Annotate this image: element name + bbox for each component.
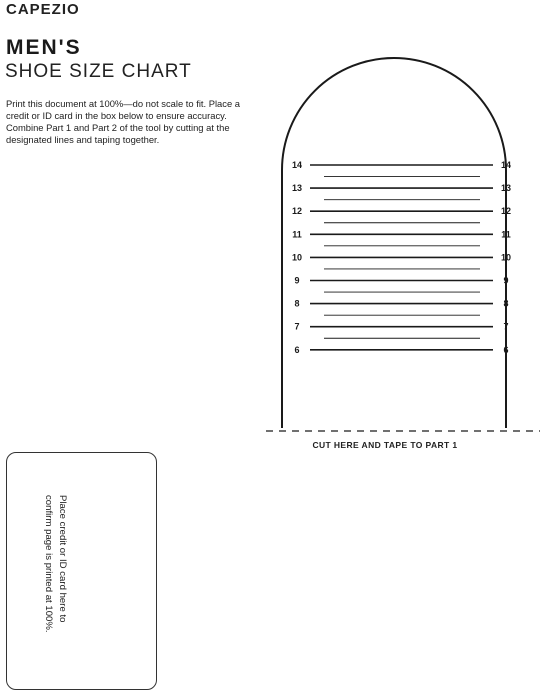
print-instructions: Print this document at 100%—do not scale to fit. Place a credit or ID card in the box below to ensure accuracy. Combine Part 1 and Part 2 of the tool by cutting at the designated lines and taping together.	[6, 98, 240, 145]
brand-logo: CAPEZIO	[6, 1, 80, 18]
size-label-right: 11	[501, 229, 511, 240]
size-label-right: 12	[500, 206, 512, 217]
size-label-left: 6	[294, 344, 300, 355]
size-label-left: 8	[294, 298, 300, 309]
size-label-left: 11	[292, 229, 302, 240]
size-label-right: 9	[503, 275, 509, 286]
page-subtitle: SHOE SIZE CHART	[5, 61, 192, 82]
size-label-right: 7	[503, 321, 509, 332]
size-label-left: 10	[291, 252, 303, 263]
tool-outline	[282, 58, 509, 428]
size-label-right: 14	[500, 160, 512, 170]
size-label-left: 12	[291, 206, 303, 217]
page-title: MEN'S	[6, 36, 82, 59]
size-label-left: 14	[291, 160, 303, 170]
size-label-right: 6	[503, 344, 509, 355]
size-label-right: 8	[503, 298, 509, 309]
size-label-right: 10	[500, 252, 512, 263]
card-box-text: Place credit or ID card here to confirm page is printed at 100%.	[43, 495, 68, 633]
size-label-left: 13	[291, 183, 303, 194]
size-label-right: 13	[500, 183, 512, 194]
cut-label: CUT HERE AND TAPE TO PART 1	[312, 440, 458, 450]
size-label-left: 7	[294, 321, 300, 332]
size-label-left: 9	[294, 275, 300, 286]
card-box	[6, 452, 157, 690]
